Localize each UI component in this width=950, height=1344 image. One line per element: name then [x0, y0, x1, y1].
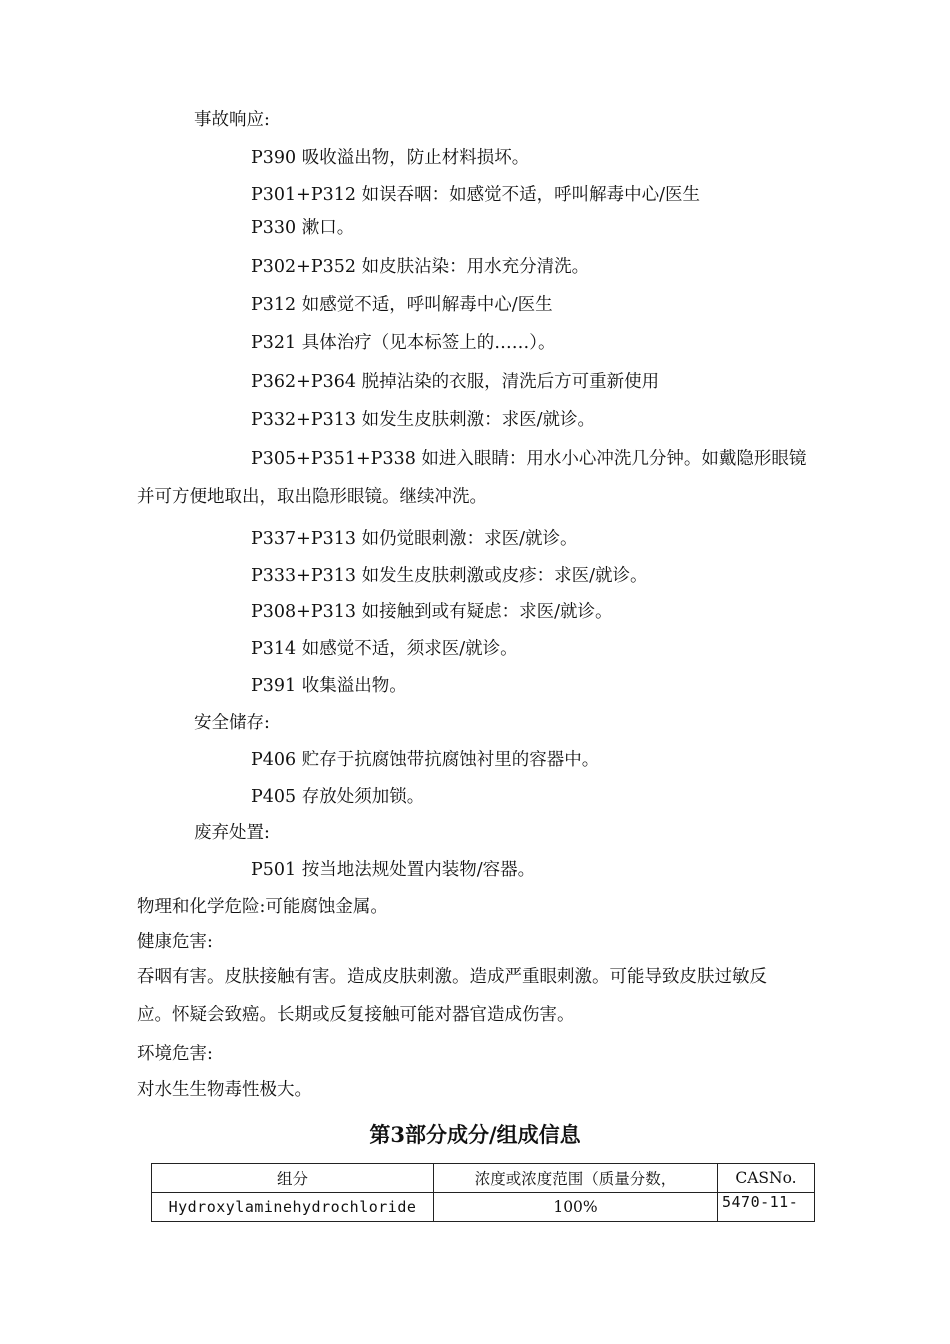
- environment-hazard-text: 对水生生物毒性极大。: [137, 1080, 312, 1100]
- table-row: [152, 1193, 815, 1222]
- health-hazard-heading: 健康危害:: [137, 932, 213, 952]
- precaution-line: P332+P313 如发生皮肤刺激：求医/就诊。: [251, 410, 595, 430]
- precaution-line: P333+P313 如发生皮肤刺激或皮疹：求医/就诊。: [251, 566, 648, 586]
- precaution-line: P390 吸收溢出物，防止材料损坏。: [251, 148, 530, 168]
- precaution-line: P330 漱口。: [251, 218, 355, 238]
- health-hazard-text: 吞咽有害。皮肤接触有害。造成皮肤刺激。造成严重眼刺激。可能导致皮肤过敏反: [137, 967, 767, 987]
- disposal-heading: 废弃处置:: [194, 823, 270, 843]
- precaution-line: P308+P313 如接触到或有疑虑：求医/就诊。: [251, 602, 613, 622]
- precaution-line: P301+P312 如误吞咽：如感觉不适，呼叫解毒中心/医生: [251, 185, 700, 205]
- column-header-concentration: 浓度或浓度范围（质量分数，: [434, 1164, 718, 1193]
- precaution-line-continued: 并可方便地取出，取出隐形眼镜。继续冲洗。: [137, 487, 487, 507]
- physical-chemical-hazard: 物理和化学危险:可能腐蚀金属。: [137, 897, 388, 917]
- disposal-line: P501 按当地法规处置内装物/容器。: [251, 860, 536, 880]
- precaution-line: P305+P351+P338 如进入眼睛：用水小心冲洗几分钟。如戴隐形眼镜: [251, 449, 807, 469]
- table-header-row: [152, 1164, 815, 1193]
- cas-number-cell: 5470-11-: [718, 1193, 815, 1222]
- health-hazard-text: 应。怀疑会致癌。长期或反复接触可能对器官造成伤害。: [137, 1005, 575, 1025]
- precaution-line: P321 具体治疗（见本标签上的……）。: [251, 333, 556, 353]
- precaution-line: P337+P313 如仍觉眼刺激：求医/就诊。: [251, 529, 578, 549]
- column-header-cas: CASNo.: [718, 1164, 815, 1193]
- section-title: 第3部分成分/组成信息: [369, 1122, 581, 1147]
- component-name-cell: Hydroxylaminehydrochloride: [152, 1193, 434, 1222]
- precaution-line: P312 如感觉不适，呼叫解毒中心/医生: [251, 295, 553, 315]
- composition-table: [151, 1163, 815, 1222]
- storage-line: P406 贮存于抗腐蚀带抗腐蚀衬里的容器中。: [251, 750, 600, 770]
- precaution-line: P314 如感觉不适，须求医/就诊。: [251, 639, 518, 659]
- environment-hazard-heading: 环境危害:: [137, 1044, 213, 1064]
- concentration-cell: 100%: [434, 1193, 718, 1222]
- precaution-line: P362+P364 脱掉沾染的衣服，清洗后方可重新使用: [251, 372, 660, 392]
- storage-heading: 安全储存:: [194, 713, 270, 733]
- column-header-component: 组分: [152, 1164, 434, 1193]
- precaution-line: P302+P352 如皮肤沾染：用水充分清洗。: [251, 257, 590, 277]
- storage-line: P405 存放处须加锁。: [251, 787, 425, 807]
- precaution-line: P391 收集溢出物。: [251, 676, 407, 696]
- response-heading: 事故响应:: [194, 110, 270, 130]
